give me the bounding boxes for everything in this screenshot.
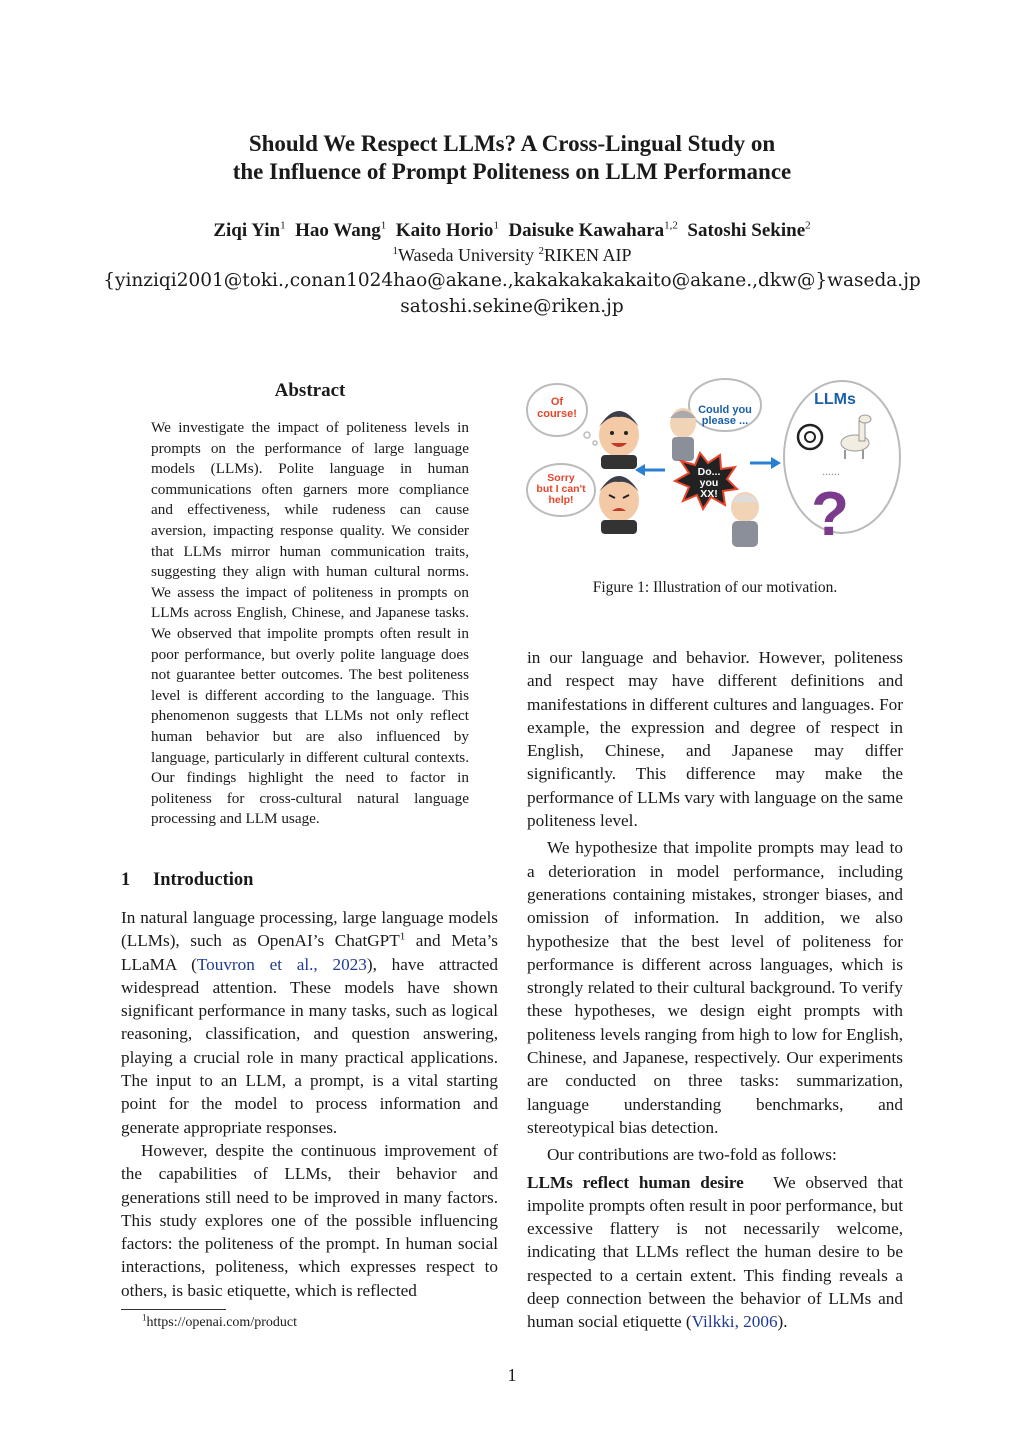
footnote — [142, 1312, 297, 1331]
happy-person-icon — [599, 411, 639, 469]
bubble-sorry-line2: but I can't — [536, 483, 586, 495]
bubble-could-you-line1: Could you — [698, 404, 752, 416]
bubble-do-line3: XX! — [700, 488, 718, 500]
author-name: Daisuke Kawahara — [508, 220, 665, 241]
bubble-sorry-line3: help! — [548, 494, 574, 506]
affiliations — [0, 245, 1024, 266]
bubble-of-course-line1: Of — [550, 396, 564, 408]
author-name: Ziqi Yin — [213, 220, 281, 241]
affiliation-number: 1 — [392, 245, 398, 257]
author-name: Kaito Horio — [395, 220, 494, 241]
author-name: Satoshi Sekine — [687, 220, 806, 241]
llms-cloud — [784, 381, 900, 549]
affiliation-waseda: Waseda University — [397, 245, 534, 265]
citation-link-touvron[interactable]: Touvron et al., 2023 — [196, 954, 367, 974]
upset-person-icon — [599, 476, 639, 534]
bubble-do-line1: Do... — [697, 466, 721, 478]
citation-link-vilkki[interactable]: Vilkki, 2006 — [691, 1312, 778, 1332]
section-title: Introduction — [153, 870, 254, 890]
footnote-divider — [121, 1309, 226, 1310]
explosion-icon — [675, 453, 737, 509]
author-affiliation: 1 — [493, 219, 499, 232]
angry-elder-icon — [731, 492, 759, 547]
email-line-1: {yinziqi2001@toki.,conan1024hao@akane.,kakakakakakaito@akane.,dkw@}waseda.jp — [103, 270, 921, 291]
intro-p1-text-b: and Meta’s LLaMA ( — [121, 931, 498, 974]
intro-paragraph-2: However, despite the continuous improvement of the capabilities of LLMs, their behavior and generations still need to be improved in many factors. This study explores one of the possible influencing factors: the politeness of the prompt. In human social interactions, politeness, which expresses respect to others, is basic etiquette, which is reflected — [121, 1140, 498, 1300]
arrow-left-icon — [635, 464, 665, 476]
arrow-right-icon — [750, 457, 781, 469]
affiliation-riken: RIKEN AIP — [544, 245, 632, 265]
contribution-heading: LLMs reflect human desire — [527, 1172, 744, 1192]
section-heading-introduction — [121, 870, 253, 891]
paper-title — [0, 130, 1024, 186]
right-column-body — [527, 646, 903, 1334]
affiliation-number: 2 — [538, 245, 544, 257]
bubble-sorry-line1: Sorry — [547, 472, 575, 484]
contribution-text-end: ). — [777, 1312, 788, 1332]
bubble-of-course — [527, 384, 597, 445]
bubble-could-you-line2: please ... — [701, 415, 749, 427]
footnote-marker[interactable]: 1 — [399, 930, 406, 943]
intro-p1-text-c: ), have attracted widespread attention. These models have shown significant performance in many tasks, such as logical reasoning, classification, and question answering, playing a crucial role in many practical applications. The input to an LLM, a prompt, is a vital starting point for the model to process information and generate appropriate responses. — [121, 954, 498, 1137]
title-line-2: the Influence of Prompt Politeness on LLM Performance — [232, 159, 792, 184]
section-number: 1 — [121, 870, 131, 890]
introduction-body — [121, 906, 498, 1302]
llms-label: LLMs — [814, 391, 856, 408]
title-line-1: Should We Respect LLMs? A Cross-Lingual Study on — [248, 131, 776, 156]
abstract-heading: Abstract — [274, 380, 346, 401]
footnote-url[interactable]: https://openai.com/product — [146, 1315, 297, 1330]
author-list — [0, 220, 1024, 242]
author-affiliation: 1,2 — [664, 219, 678, 232]
figure-1-illustration — [525, 375, 905, 553]
bubble-of-course-line2: course! — [537, 408, 577, 420]
question-mark-icon: ? — [811, 480, 849, 549]
author-affiliation: 2 — [805, 219, 811, 232]
author-affiliation: 1 — [280, 219, 286, 232]
bubble-do-line2: you — [699, 477, 719, 489]
author-affiliation: 1 — [380, 219, 387, 232]
right-paragraph-1: in our language and behavior. However, politeness and respect may have different definitions and manifestations in different cultures and languages. For example, the expression and degree of respect in English, Chinese, and Japanese may differ significantly. This difference may make the performance of LLMs vary with language on the same politeness level. — [527, 648, 903, 831]
author-name: Hao Wang — [295, 220, 381, 241]
footnote-number: 1 — [142, 1312, 147, 1323]
abstract-text: We investigate the impact of politeness levels in prompts on the performance of large language models (LLMs). Polite language in human communications often garners more compliance and effectiveness, while rudeness can cause aversion, impacting response quality. We consider that LLMs mirror human communication traits, suggesting they align with human cultural norms. We assess the impact of politeness in prompts on LLMs across English, Chinese, and Japanese tasks. We observed that impolite prompts often result in poor performance, but overly polite language does not guarantee better outcomes. The best politeness level is different according to the language. This phenomenon suggests that LLMs not only reflect human behavior but are also influenced by language, particularly in different cultural contexts. Our findings highlight the need to factor in politeness for cross-cultural natural language processing and LLM usage. — [151, 419, 469, 828]
intro-paragraph-1 — [121, 906, 498, 1139]
right-paragraph-2: We hypothesize that impolite prompts may lead to a deterioration in model performance, including generations containing mistakes, stronger biases, and omission of information. In addition, we also hypothesize that the best level of politeness for performance is different across languages, which is strongly related to their cultural background. To verify these hypotheses, we design eight prompts with politeness levels ranging from high to low for English, Chinese, and Japanese, respectively. Our experiments are conducted on three tasks: summarization, language understanding benchmarks, and stereotypical bias detection. — [527, 838, 903, 1137]
page-number: 1 — [507, 1365, 517, 1385]
intro-p1-text: In natural language processing, large language models (LLMs), such as OpenAI’s ChatGPT — [121, 908, 498, 951]
bubble-sorry — [527, 464, 595, 516]
contribution-paragraph — [527, 1171, 903, 1334]
right-paragraph-3: Our contributions are two-fold as follows: — [547, 1145, 837, 1165]
polite-elder-icon — [670, 408, 696, 461]
bubble-could-you — [689, 379, 761, 431]
contribution-text: We observed that impolite prompts often result in poor performance, but excessive flattery is not necessarily welcome, indicating that LLMs reflect the human desire to be respected to a certain extent. This finding reveals a deep connection between the behavior of LLMs and human social etiquette ( — [527, 1172, 903, 1332]
email-line-2: satoshi.sekine@riken.jp — [400, 296, 624, 317]
figure-1-caption: Figure 1: Illustration of our motivation. — [592, 579, 838, 596]
ellipsis-text: ...... — [822, 464, 840, 478]
